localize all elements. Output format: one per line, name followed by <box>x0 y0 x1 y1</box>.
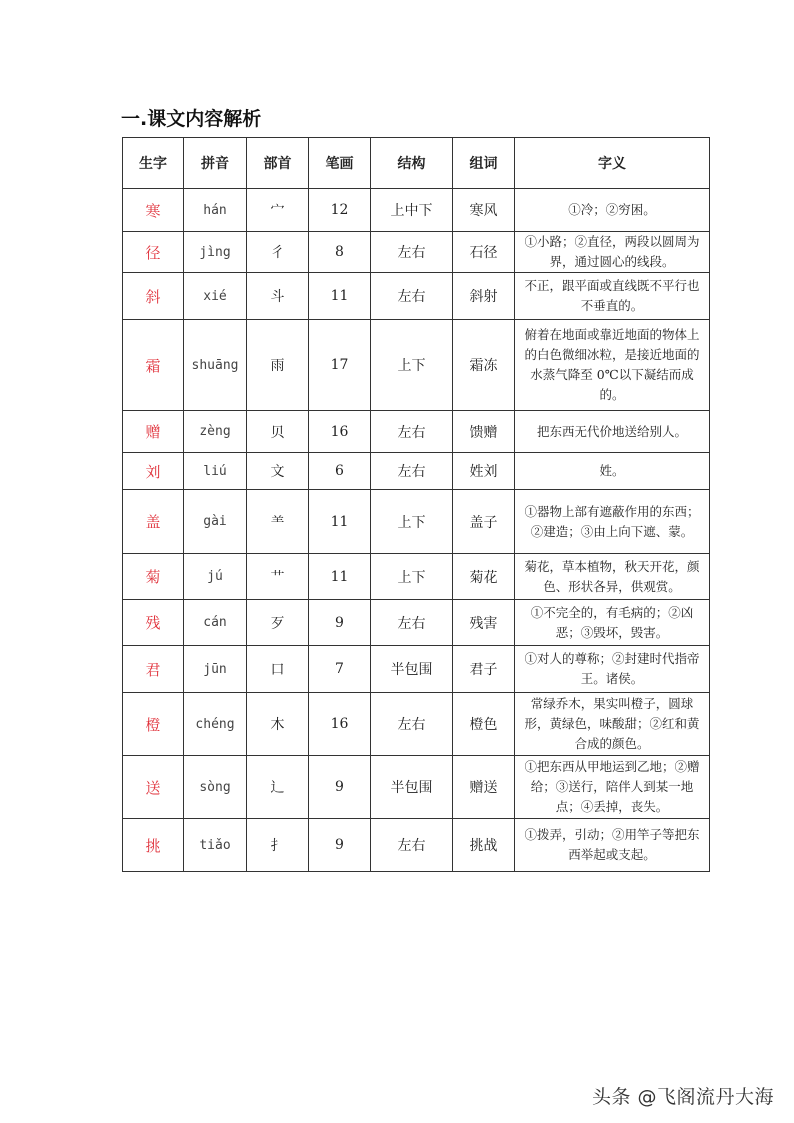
cell-word: 盖子 <box>453 490 515 554</box>
cell-structure: 左右 <box>371 693 453 756</box>
cell-radical: 扌 <box>247 819 309 872</box>
cell-strokes: 11 <box>309 554 371 600</box>
header-meaning: 字义 <box>515 138 710 189</box>
cell-pinyin: jìng <box>184 232 247 273</box>
cell-word: 赠送 <box>453 756 515 819</box>
cell-char: 君 <box>123 646 184 693</box>
cell-radical: 歹 <box>247 600 309 646</box>
cell-structure: 半包围 <box>371 646 453 693</box>
cell-pinyin: zèng <box>184 411 247 453</box>
table-row <box>123 554 710 600</box>
table-row <box>123 320 710 411</box>
cell-char: 送 <box>123 756 184 819</box>
cell-pinyin: chéng <box>184 693 247 756</box>
table-row <box>123 819 710 872</box>
cell-char: 刘 <box>123 453 184 490</box>
table-row <box>123 646 710 693</box>
cell-strokes: 11 <box>309 273 371 320</box>
cell-meaning: 不正，跟平面或直线既不平行也不垂直的。 <box>515 273 710 320</box>
cell-structure: 半包围 <box>371 756 453 819</box>
cell-pinyin: liú <box>184 453 247 490</box>
cell-pinyin: shuāng <box>184 320 247 411</box>
cell-char: 橙 <box>123 693 184 756</box>
cell-meaning: 菊花，草本植物，秋天开花，颜色、形状各异，供观赏。 <box>515 554 710 600</box>
cell-char: 霜 <box>123 320 184 411</box>
cell-strokes: 9 <box>309 600 371 646</box>
cell-radical: 辶 <box>247 756 309 819</box>
cell-char: 菊 <box>123 554 184 600</box>
cell-word: 馈赠 <box>453 411 515 453</box>
header-pinyin: 拼音 <box>184 138 247 189</box>
cell-meaning: 常绿乔木，果实叫橙子，圆球形，黄绿色，味酸甜；②红和黄合成的颜色。 <box>515 693 710 756</box>
cell-meaning: 俯着在地面或靠近地面的物体上的白色微细冰粒，是接近地面的水蒸气降至 0℃以下凝结而成的。 <box>515 320 710 411</box>
table-row <box>123 232 710 273</box>
cell-strokes: 7 <box>309 646 371 693</box>
table-row <box>123 453 710 490</box>
cell-strokes: 16 <box>309 411 371 453</box>
cell-structure: 左右 <box>371 273 453 320</box>
cell-pinyin: cán <box>184 600 247 646</box>
cell-strokes: 8 <box>309 232 371 273</box>
cell-word: 橙色 <box>453 693 515 756</box>
table-row <box>123 189 710 232</box>
header-char: 生字 <box>123 138 184 189</box>
cell-meaning: ①器物上部有遮蔽作用的东西；②建造；③由上向下遮、蒙。 <box>515 490 710 554</box>
cell-strokes: 9 <box>309 756 371 819</box>
cell-word: 残害 <box>453 600 515 646</box>
section-heading: 一.课文内容解析 <box>121 108 262 130</box>
cell-meaning: ①小路；②直径，两段以圆周为界，通过圆心的线段。 <box>515 232 710 273</box>
cell-pinyin: tiǎo <box>184 819 247 872</box>
cell-pinyin: jú <box>184 554 247 600</box>
cell-pinyin: xié <box>184 273 247 320</box>
cell-pinyin: sòng <box>184 756 247 819</box>
watermark: 头条 @飞阁流丹大海 <box>592 1086 775 1108</box>
cell-strokes: 17 <box>309 320 371 411</box>
cell-radical: 艹 <box>247 554 309 600</box>
cell-meaning: 姓。 <box>515 453 710 490</box>
cell-char: 盖 <box>123 490 184 554</box>
header-word: 组词 <box>453 138 515 189</box>
cell-word: 姓刘 <box>453 453 515 490</box>
table-row <box>123 490 710 554</box>
cell-char: 残 <box>123 600 184 646</box>
cell-structure: 上中下 <box>371 189 453 232</box>
cell-radical: 木 <box>247 693 309 756</box>
table-row <box>123 756 710 819</box>
cell-strokes: 9 <box>309 819 371 872</box>
cell-word: 寒风 <box>453 189 515 232</box>
cell-meaning: ①把东西从甲地运到乙地；②赠给；③送行，陪伴人到某一地点；④丢掉，丧失。 <box>515 756 710 819</box>
cell-radical: 雨 <box>247 320 309 411</box>
cell-structure: 左右 <box>371 600 453 646</box>
table-row <box>123 411 710 453</box>
cell-word: 菊花 <box>453 554 515 600</box>
character-table <box>122 137 710 872</box>
cell-char: 挑 <box>123 819 184 872</box>
cell-char: 寒 <box>123 189 184 232</box>
table-header-row <box>123 138 710 189</box>
cell-char: 斜 <box>123 273 184 320</box>
cell-meaning: 把东西无代价地送给别人。 <box>515 411 710 453</box>
header-strokes: 笔画 <box>309 138 371 189</box>
cell-radical: ⺷ <box>247 490 309 554</box>
cell-radical: 文 <box>247 453 309 490</box>
cell-structure: 左右 <box>371 453 453 490</box>
cell-strokes: 16 <box>309 693 371 756</box>
cell-structure: 左右 <box>371 411 453 453</box>
cell-radical: 口 <box>247 646 309 693</box>
cell-word: 斜射 <box>453 273 515 320</box>
cell-structure: 上下 <box>371 554 453 600</box>
cell-meaning: ①拨弄，引动；②用竿子等把东西举起或支起。 <box>515 819 710 872</box>
cell-pinyin: jūn <box>184 646 247 693</box>
header-radical: 部首 <box>247 138 309 189</box>
table-row <box>123 693 710 756</box>
cell-structure: 上下 <box>371 490 453 554</box>
table-row <box>123 273 710 320</box>
cell-structure: 左右 <box>371 232 453 273</box>
header-structure: 结构 <box>371 138 453 189</box>
cell-radical: 贝 <box>247 411 309 453</box>
table-row <box>123 600 710 646</box>
cell-word: 挑战 <box>453 819 515 872</box>
cell-radical: 宀 <box>247 189 309 232</box>
cell-structure: 左右 <box>371 819 453 872</box>
cell-meaning: ①不完全的，有毛病的；②凶恶；③毁坏，毁害。 <box>515 600 710 646</box>
cell-meaning: ①对人的尊称；②封建时代指帝王。诸侯。 <box>515 646 710 693</box>
cell-word: 霜冻 <box>453 320 515 411</box>
cell-char: 赠 <box>123 411 184 453</box>
cell-strokes: 11 <box>309 490 371 554</box>
cell-pinyin: hán <box>184 189 247 232</box>
cell-pinyin: gài <box>184 490 247 554</box>
cell-char: 径 <box>123 232 184 273</box>
cell-structure: 上下 <box>371 320 453 411</box>
cell-radical: 斗 <box>247 273 309 320</box>
cell-meaning: ①冷；②穷困。 <box>515 189 710 232</box>
cell-radical: 彳 <box>247 232 309 273</box>
cell-word: 石径 <box>453 232 515 273</box>
cell-strokes: 12 <box>309 189 371 232</box>
cell-word: 君子 <box>453 646 515 693</box>
cell-strokes: 6 <box>309 453 371 490</box>
